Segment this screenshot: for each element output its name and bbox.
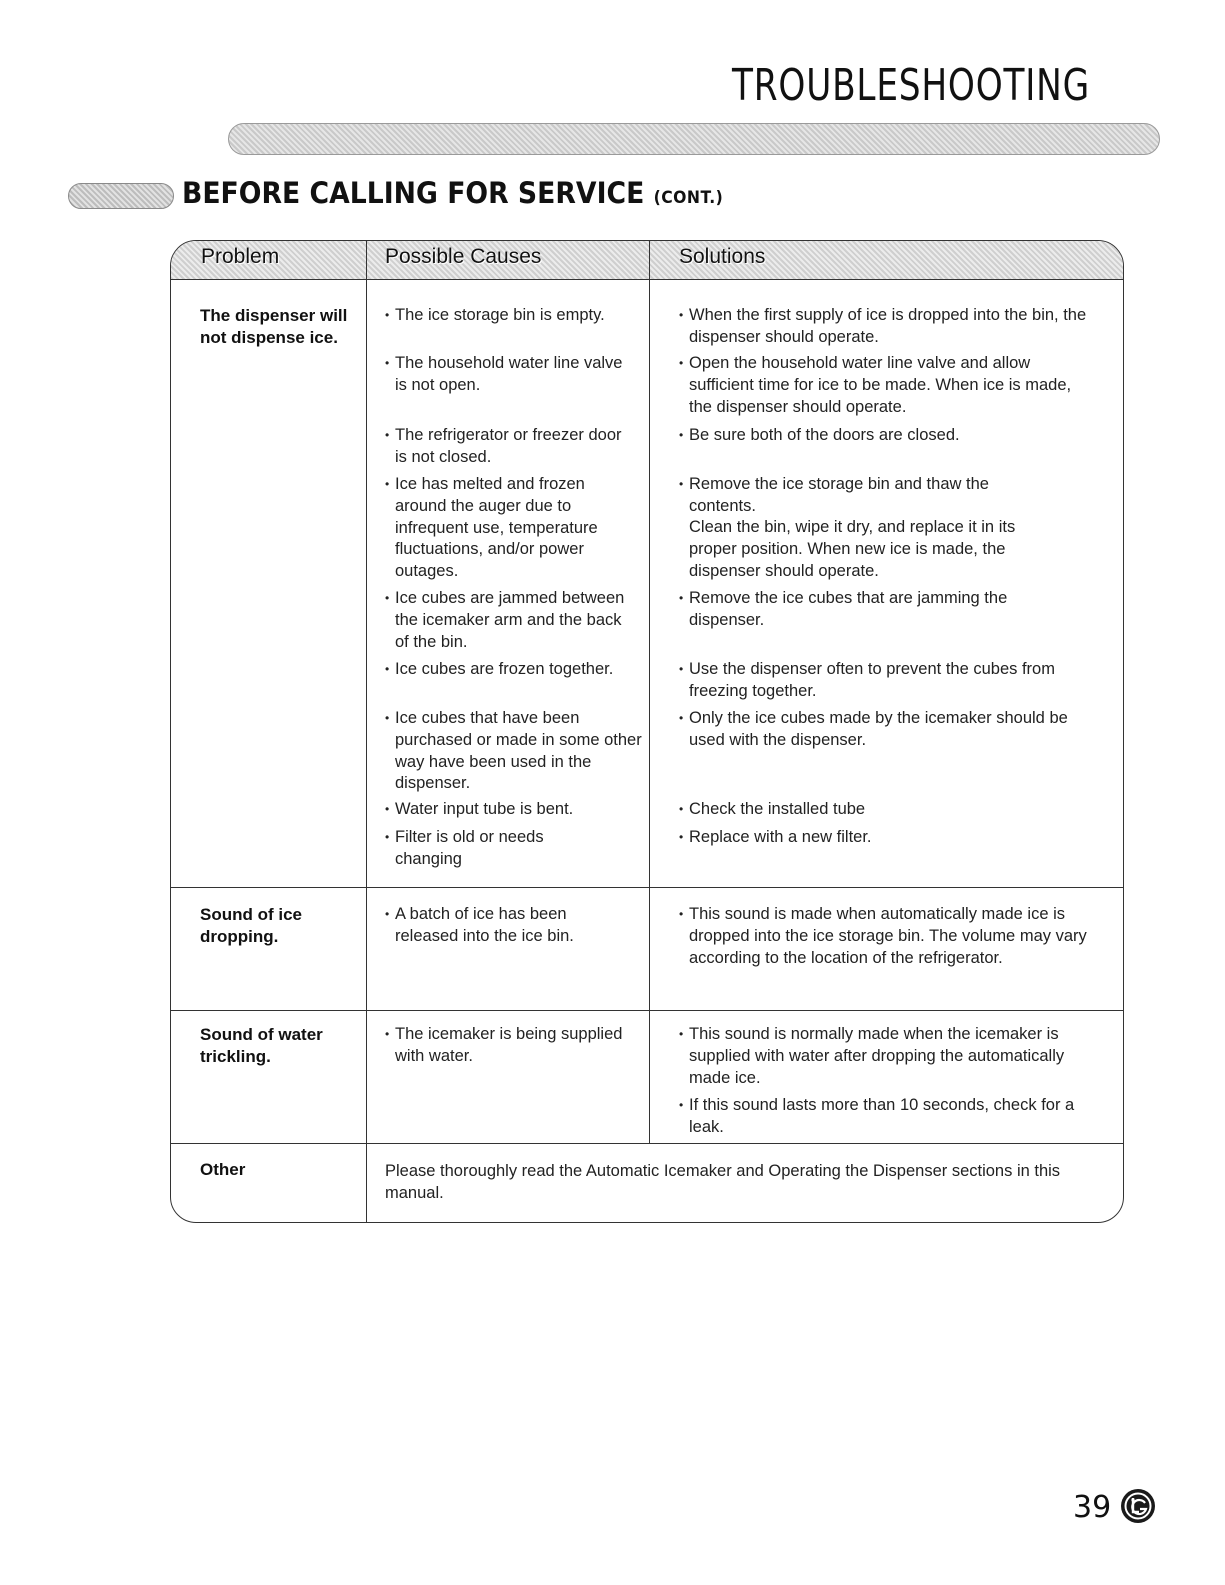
cause-item: • Ice cubes are frozen together. xyxy=(385,659,635,681)
note-cell: Please thoroughly read the Automatic Icemaker and Operating the Dispenser sections in this manual. xyxy=(385,1162,1061,1202)
solution-item: • This sound is made when automatically made ice is dropped into the ice storage bin. The volume may vary according to the location of the refrigerator. xyxy=(679,904,1099,969)
section-title-text: BEFORE CALLING FOR SERVICE xyxy=(182,176,645,210)
cause-item: • Ice has melted and frozen around the auger due to infrequent use, temperature fluctuations, and/or power outages. xyxy=(385,474,635,583)
solution-item: • Check the installed tube xyxy=(679,799,1089,821)
title-decor-bar xyxy=(228,123,1160,155)
cause-item: • The ice storage bin is empty. xyxy=(385,305,645,327)
cause-item: • Ice cubes are jammed between the icemaker arm and the back of the bin. xyxy=(385,588,635,653)
solution-item: • When the first supply of ice is dropped into the bin, the dispenser should operate. xyxy=(679,305,1089,349)
solution-item: • Remove the ice storage bin and thaw the contents. xyxy=(679,474,1049,518)
column-header-solutions: Solutions xyxy=(679,245,766,268)
page-title: TROUBLESHOOTING xyxy=(732,60,1090,111)
solution-item: • Open the household water line valve and allow sufficient time for ice to be made. When ice is made, the dispenser should operate. xyxy=(679,353,1089,418)
column-divider xyxy=(366,241,367,1223)
solution-item: • Remove the ice cubes that are jamming the dispenser. xyxy=(679,588,1069,632)
solution-item: • Use the dispenser often to prevent the cubes from freezing together. xyxy=(679,659,1099,703)
row-divider xyxy=(171,1010,1123,1011)
cause-item: • Ice cubes that have been purchased or made in some other way have been used in the dispenser. xyxy=(385,708,645,795)
cause-item: • Water input tube is bent. xyxy=(385,799,645,821)
column-header-problem: Problem xyxy=(201,245,280,268)
problem-cell: The dispenser will not dispense ice. xyxy=(200,306,348,347)
solution-item: Clean the bin, wipe it dry, and replace it in its proper position. When new ice is made, the dispenser should operate. xyxy=(689,518,1016,580)
troubleshooting-table xyxy=(170,240,1124,1223)
section-title-suffix: (CONT.) xyxy=(653,188,724,208)
column-header-causes: Possible Causes xyxy=(385,245,542,268)
problem-cell: Sound of water trickling. xyxy=(200,1025,323,1066)
section-title xyxy=(182,176,723,210)
cause-item: • The icemaker is being supplied with water. xyxy=(385,1024,625,1068)
solution-item: • Be sure both of the doors are closed. xyxy=(679,425,1089,447)
problem-cell: Sound of ice dropping. xyxy=(200,905,302,946)
cause-item: • The refrigerator or freezer door is not closed. xyxy=(385,425,625,469)
solution-item: • Replace with a new filter. xyxy=(679,827,1089,849)
row-divider xyxy=(171,887,1123,888)
solution-item: • Only the ice cubes made by the icemaker should be used with the dispenser. xyxy=(679,708,1099,752)
solution-item: • This sound is normally made when the icemaker is supplied with water after dropping the automatically made ice. xyxy=(679,1024,1089,1089)
row-divider xyxy=(171,1143,1123,1144)
problem-cell: Other xyxy=(200,1160,246,1179)
column-divider xyxy=(649,241,650,1143)
section-decor-pill xyxy=(68,183,174,209)
lg-logo-icon xyxy=(1120,1488,1156,1524)
table-header xyxy=(171,241,1123,280)
page-number: 39 xyxy=(1073,1490,1112,1525)
cause-item: • Filter is old or needs changing xyxy=(385,827,595,871)
cause-item: • The household water line valve is not open. xyxy=(385,353,625,397)
solution-item: • If this sound lasts more than 10 seconds, check for a leak. xyxy=(679,1095,1089,1139)
cause-item: • A batch of ice has been released into the ice bin. xyxy=(385,904,625,948)
